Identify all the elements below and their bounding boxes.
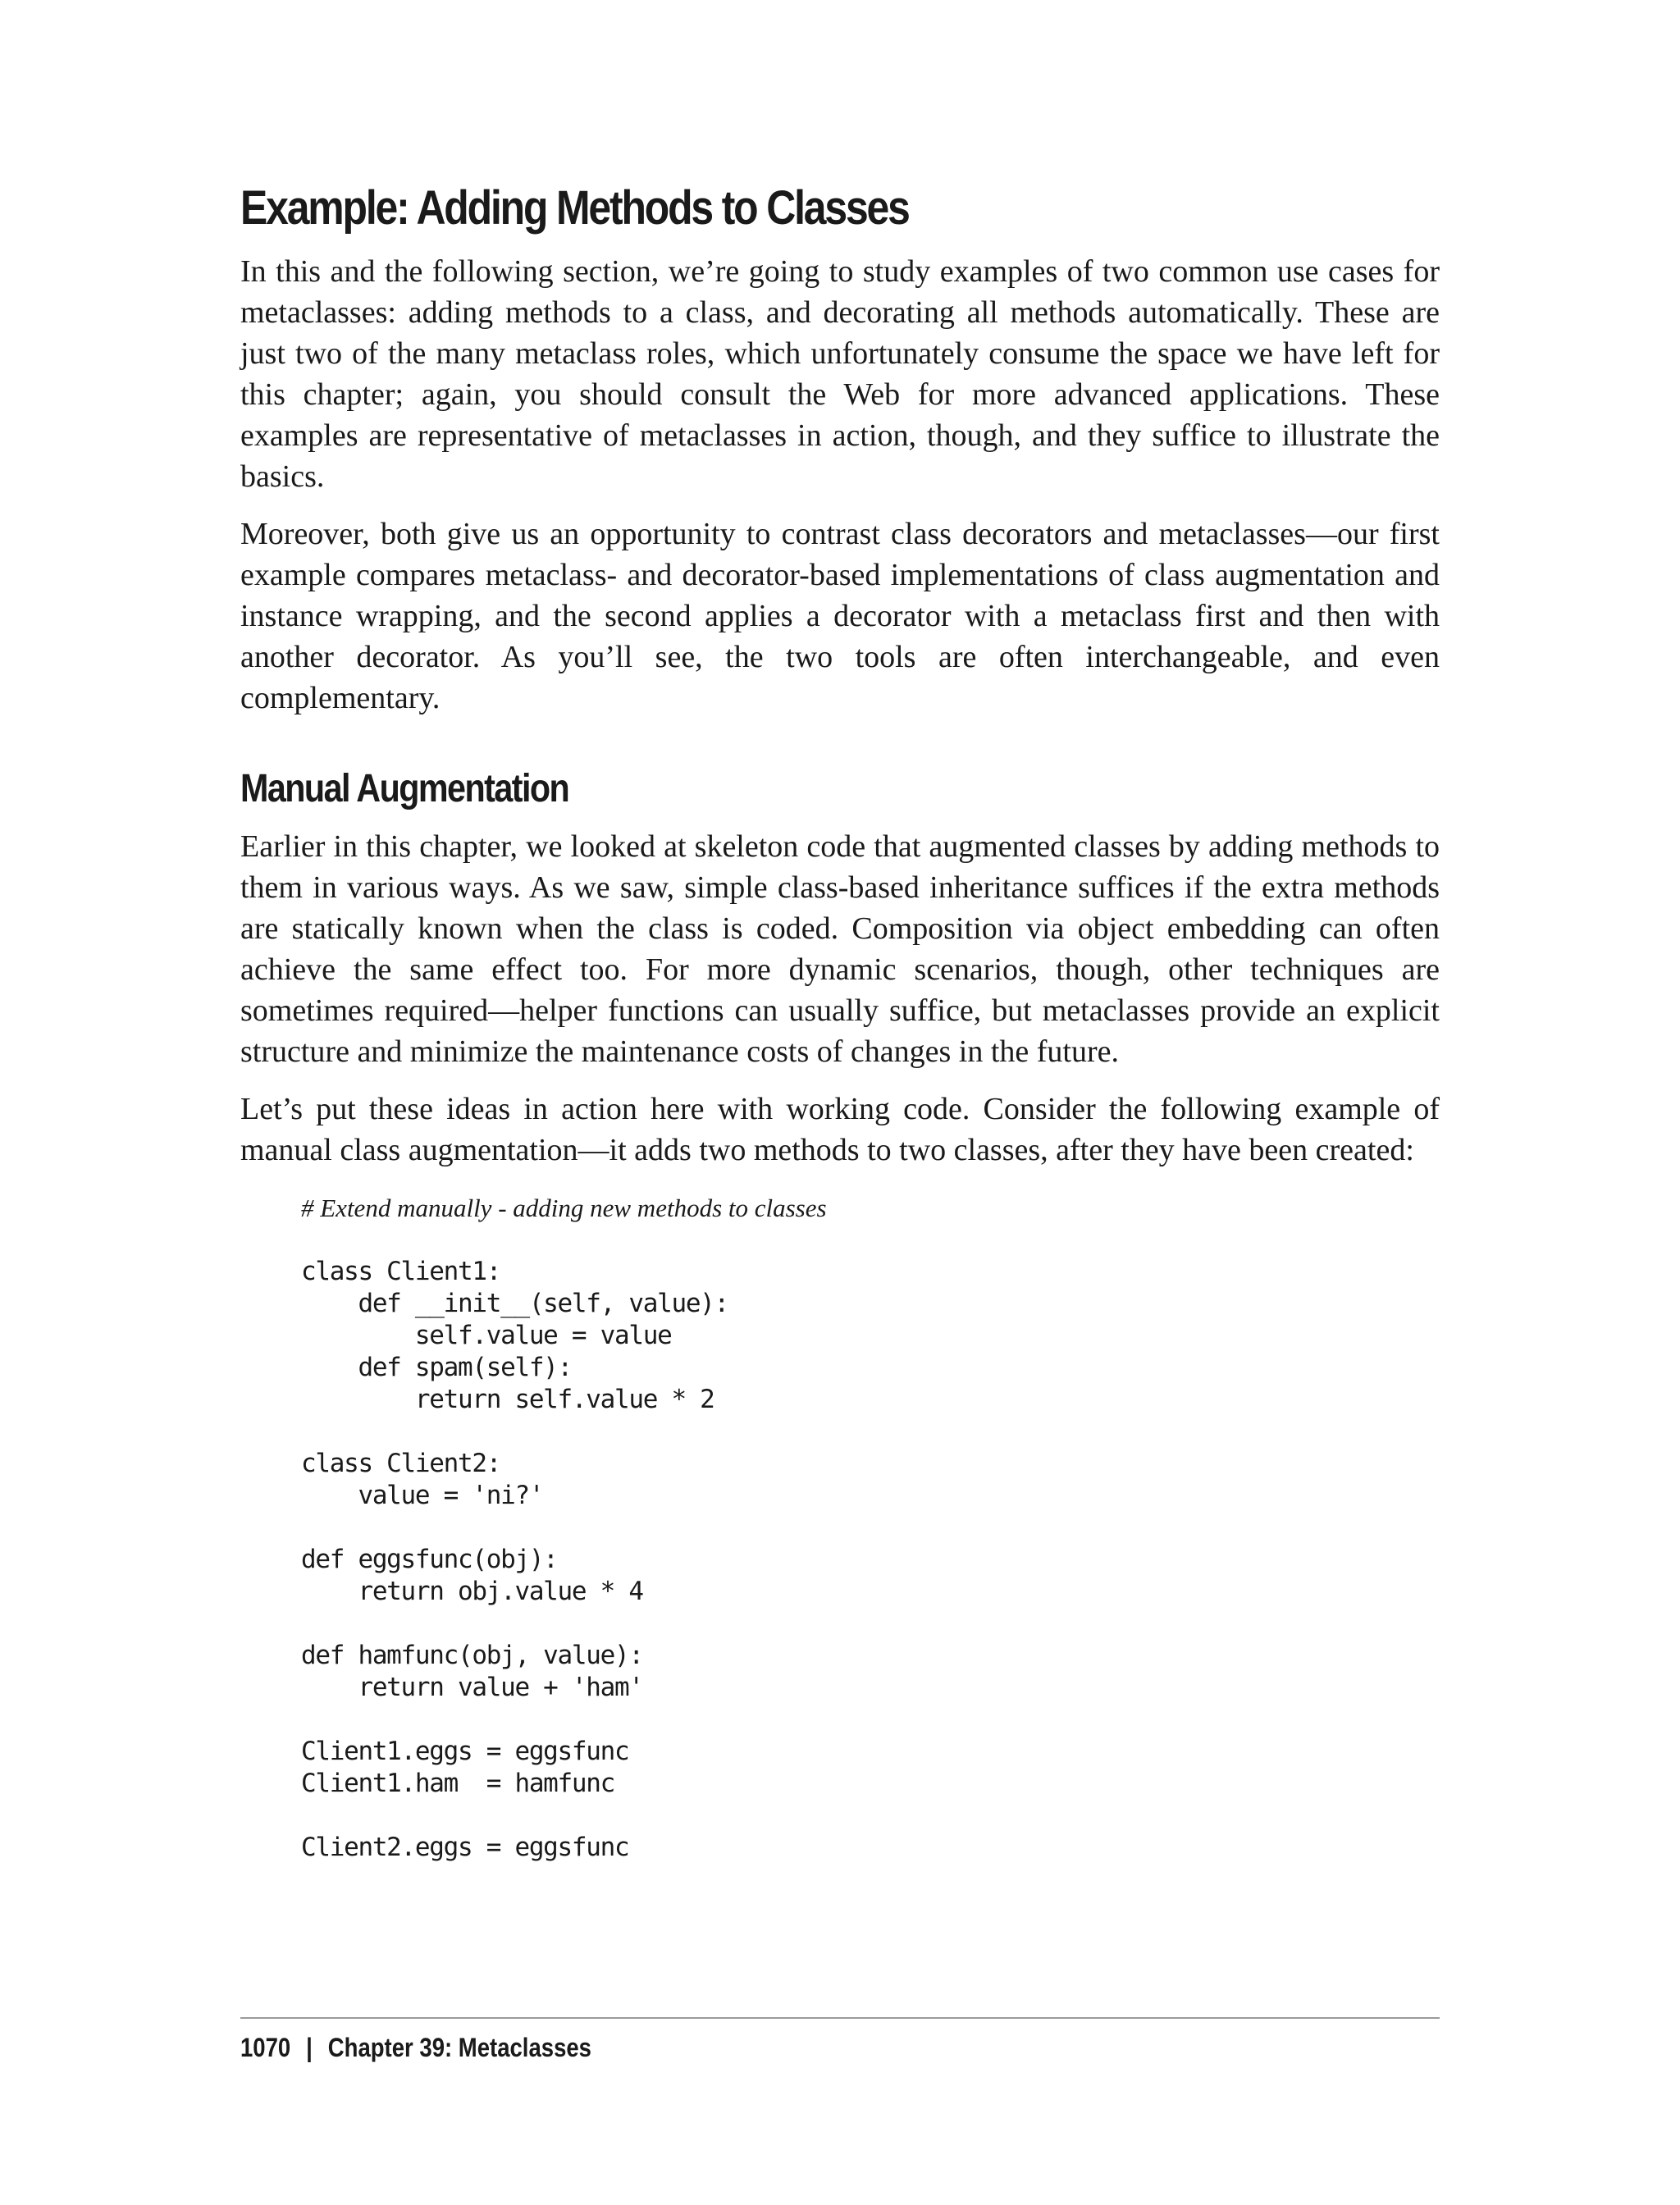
subsection-heading: Manual Augmentation [240,766,569,810]
paragraph-intro-2: Moreover, both give us an opportunity to contrast class decorators and metaclasses—our first example compares metaclass- and decorator-based implementations of class augmentation and instance wrapping, and the second applies a decorator with a metaclass first and then with another decorator. As you’ll see, the two tools are often interchangeable, and even complementary. [240,516,1440,715]
code-line [301,1416,1440,1448]
code-line: return self.value * 2 [301,1384,714,1414]
code-line [301,1704,1440,1736]
code-listing [301,1192,1440,1864]
page-number: 1070 [240,2033,291,2062]
code-comment: # Extend manually - adding new methods to classes [301,1193,827,1222]
code-line: def hamfunc(obj, value): [301,1640,643,1670]
code-line: return obj.value * 4 [301,1576,643,1606]
page-footer [240,2031,591,2064]
code-line: class Client2: [301,1448,501,1478]
code-line [301,1800,1440,1832]
code-line [301,1512,1440,1544]
page-content [240,182,1440,1864]
code-line: Client1.ham = hamfunc [301,1768,614,1798]
code-lines [301,1224,1440,1864]
paragraph-intro-1: In this and the following section, we’re going to study examples of two common use cases for metaclasses: adding methods to a class, and decorating all methods automatically. These are just two of the many metaclass roles, which unfortunately consume the space we have left for this chapter; again, you should consult the Web for more advanced applications. These examples are representative of metaclasses in action, though, and they suffice to illustrate the basics. [240,253,1440,494]
code-line [301,1224,1440,1256]
chapter-title: Chapter 39: Metaclasses [327,2033,591,2062]
code-line: value = 'ni?' [301,1480,544,1510]
code-line: Client2.eggs = eggsfunc [301,1832,629,1862]
code-line: self.value = value [301,1320,672,1350]
code-line: class Client1: [301,1256,501,1286]
section-heading: Example: Adding Methods to Classes [240,181,909,235]
code-line: def __init__(self, value): [301,1288,728,1318]
footer-separator: | [306,2033,313,2062]
code-line: def spam(self): [301,1352,572,1382]
code-line: def eggsfunc(obj): [301,1544,558,1574]
paragraph-manual-2: Let’s put these ideas in action here with working code. Consider the following example of manual class augmentation—it adds two methods to two classes, after they have been created: [240,1091,1440,1167]
code-line [301,1608,1440,1640]
code-line: return value + 'ham' [301,1672,643,1702]
paragraph-manual-1: Earlier in this chapter, we looked at skeleton code that augmented classes by adding methods to them in various ways. As we saw, simple class-based inheritance suffices if the extra methods are statically known when the class is coded. Composition via object embedding can often achieve the same effect too. For more dynamic scenarios, though, other techniques are sometimes required—helper functions can usually suffice, but metaclasses provide an explicit structure and minimize the maintenance costs of changes in the future. [240,829,1440,1069]
code-line: Client1.eggs = eggsfunc [301,1736,629,1766]
footer-rule [240,2017,1440,2019]
